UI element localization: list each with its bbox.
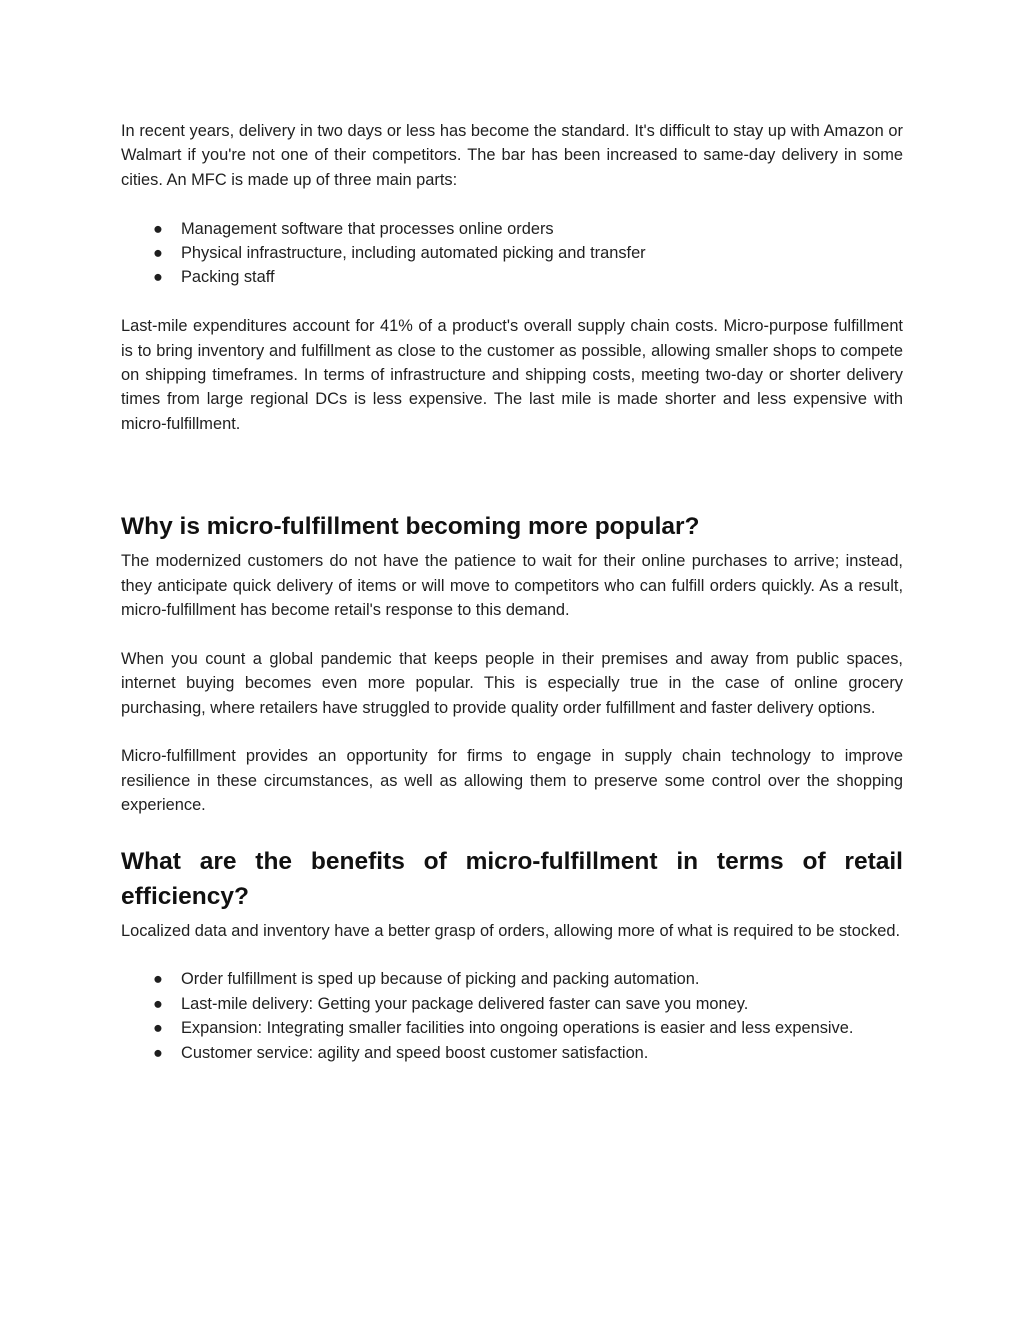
bullet-icon: ● [153,1043,163,1062]
bullet-icon: ● [153,268,163,287]
popularity-paragraph-3: Micro-fulfillment provides an opportunity for firms to engage in supply chain technology to improve resilience in these circumstances, as well as allowing them to preserve some control over the shopping experience. [121,747,903,815]
popularity-paragraph-1: The modernized customers do not have the patience to wait for their online purchases to arrive; instead, they anticipate quick delivery of items or will move to competitors who can fulfill orders quickly. As a result, micro-fulfillment has become retail's response to this demand. [121,552,903,620]
bullet-icon: ● [153,994,163,1013]
list-item: ● Expansion: Integrating smaller facilities into ongoing operations is easier and less expensive. [121,1016,903,1040]
mfc-parts-list [121,217,903,290]
list-item: ● Order fulfillment is sped up because of picking and packing automation. [121,967,903,991]
bullet-icon: ● [153,219,163,238]
section-heading-benefits: What are the benefits of micro-fulfillment in terms of retail efficiency? [121,847,903,910]
popularity-paragraph-2: When you count a global pandemic that keeps people in their premises and away from public spaces, internet buying becomes even more popular. This is especially true in the case of online grocery purchasing, where retailers have struggled to provide quality order fulfillment and faster delivery options. [121,649,903,717]
benefits-paragraph-1: Localized data and inventory have a better grasp of orders, allowing more of what is required to be stocked. [121,921,901,940]
bullet-icon: ● [153,244,163,263]
list-item: ● Packing staff [121,265,903,289]
intro-paragraph-2: Last-mile expenditures account for 41% of a product's overall supply chain costs. Micro-purpose fulfillment is to bring inventory and fulfillment as close to the customer as possible, allowing smaller shops to compete on shipping timeframes. In terms of infrastructure and shipping costs, meeting two-day or shorter delivery times from large regional DCs is less expensive. The last mile is made shorter and less expensive with micro-fulfillment. [121,317,903,433]
benefits-list [121,967,903,1065]
section-heading-popularity: Why is micro-fulfillment becoming more popular? [121,513,700,541]
list-item: ● Physical infrastructure, including automated picking and transfer [121,241,903,265]
intro-paragraph-1: In recent years, delivery in two days or less has become the standard. It's difficult to stay up with Amazon or Walmart if you're not one of their competitors. The bar has been increased to same-day delivery in some cities. An MFC is made up of three main parts: [121,122,903,189]
document-page [121,119,903,1065]
list-item: ● Customer service: agility and speed boost customer satisfaction. [121,1041,903,1065]
bullet-icon: ● [153,1019,163,1038]
list-item: ● Management software that processes online orders [121,217,903,241]
bullet-icon: ● [153,970,163,989]
list-item: ● Last-mile delivery: Getting your package delivered faster can save you money. [121,992,903,1016]
